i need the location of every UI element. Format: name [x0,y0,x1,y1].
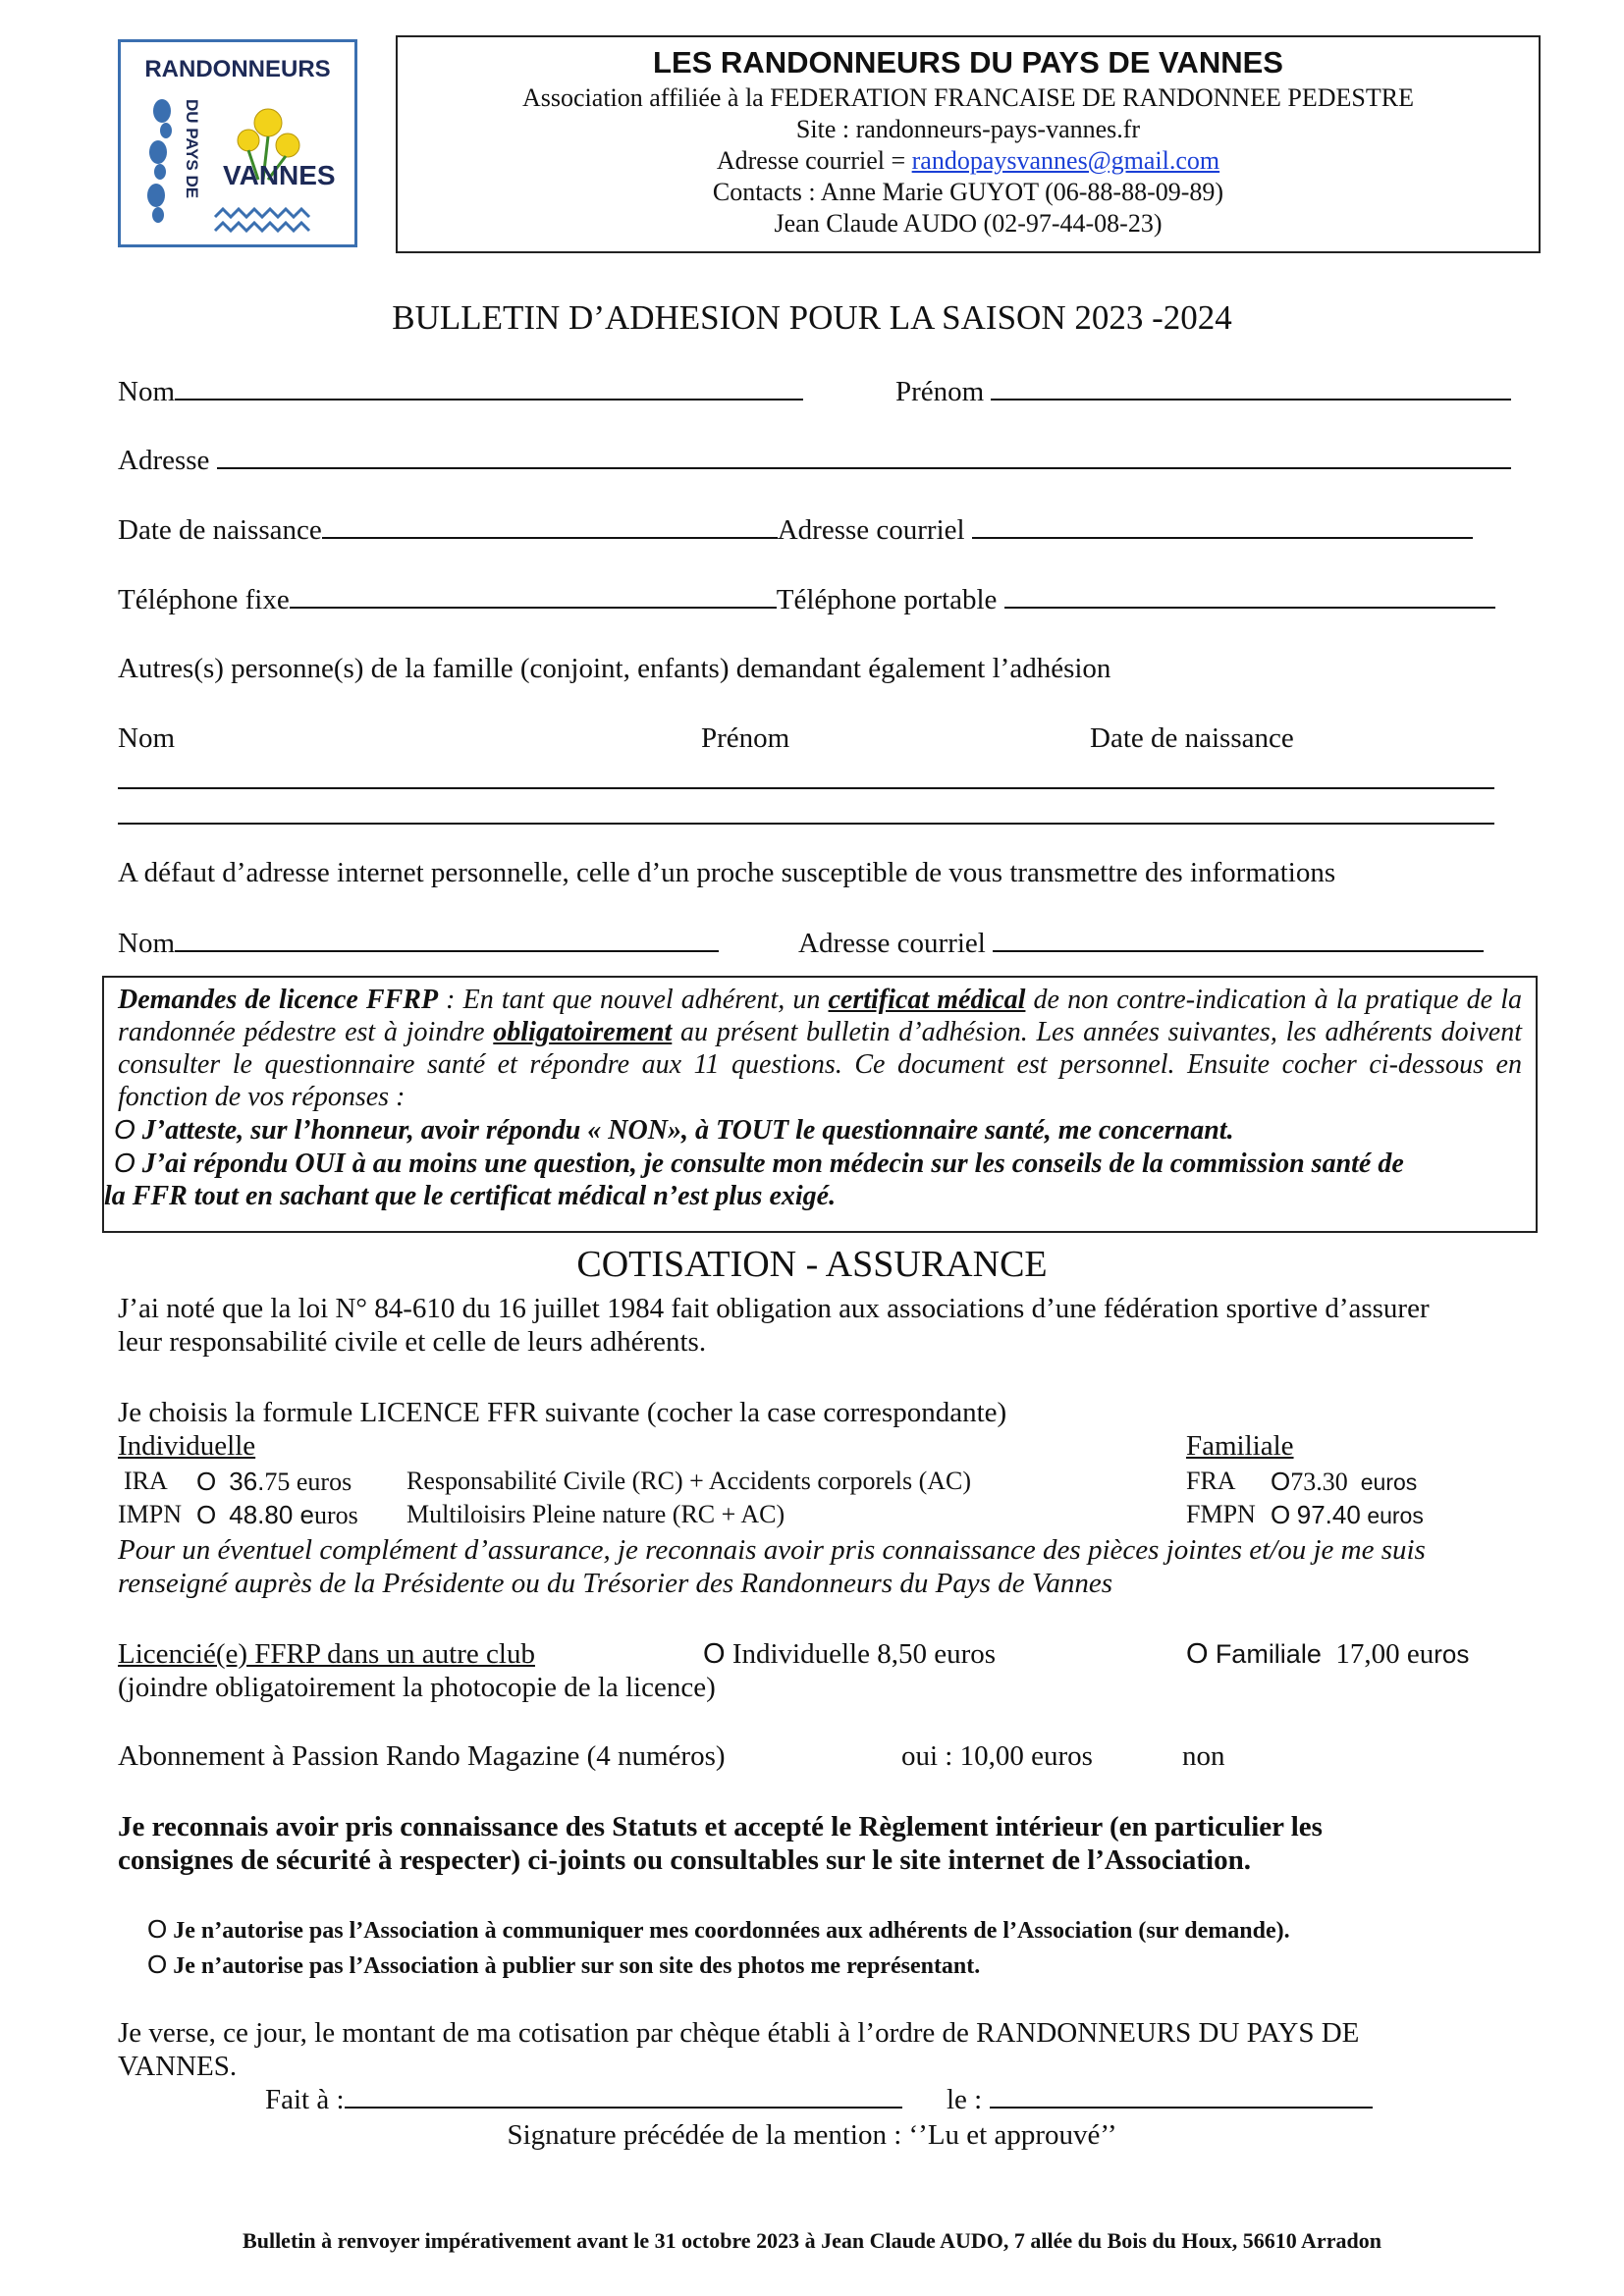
fait-label: Fait à : [265,2084,345,2115]
licence-lead: Demandes de licence FFRP [118,985,439,1015]
fmpn-price: 97.40 [1296,1500,1361,1529]
association-logo [118,39,357,247]
statuts-line-1: Je reconnais avoir pris connaissance des Statuts et accepté le Règlement intérieur (en particulier les [118,1811,1323,1842]
ira-price: 36. [229,1467,265,1496]
adresse-label: Adresse [118,445,210,476]
individuelle-heading: Individuelle [118,1430,256,1462]
family-line-2[interactable] [118,823,1494,825]
row-birth [118,513,1473,547]
row-proxy-nom [118,927,719,960]
nom-label: Nom [118,376,175,407]
le-label: le : [947,2084,983,2115]
family-col-date: Date de naissance [1090,722,1294,754]
health-option-non[interactable] [104,1113,1536,1147]
fait-input[interactable] [345,2107,902,2109]
email-field-label: Adresse courriel [777,514,965,546]
footer-note: Bulletin à renvoyer impérativement avant le 31 octobre 2023 à Jean Claude AUDO, 7 allée du Bois du Houx, 56610 Arradon [243,2228,1381,2253]
row-phone [118,583,1495,616]
phone-mobile-input[interactable] [1004,607,1495,609]
obligatoirement: obligatoirement [493,1017,673,1047]
radio-circle-icon[interactable]: O [114,1148,135,1178]
law-line-2: leur responsabilité civile et celle de leurs adhérents. [118,1326,707,1358]
licence-box [102,976,1538,1233]
prenom-input[interactable] [991,399,1511,400]
association-title: LES RANDONNEURS DU PAYS DE VANNES [653,45,1283,80]
other-club-label: Licencié(e) FFRP dans un autre club [118,1638,535,1670]
logo-text-side: DU PAYS DE [183,99,201,199]
affiliation-text: Association affiliée à la FEDERATION FRANCAISE DE RANDONNEE PEDESTRE [522,83,1414,112]
adresse-input[interactable] [217,467,1511,469]
logo-text-bottom: VANNES [223,160,336,190]
impn-code: IMPN [118,1500,183,1528]
payment-line-1: Je verse, ce jour, le montant de ma cotisation par chèque établi à l’ordre de RANDONNEURS DU PAYS DE [118,2017,1360,2049]
signature-note: Signature précédée de la mention : ‘’Lu et approuvé’’ [507,2119,1117,2151]
family-intro: Autres(s) personne(s) de la famille (conjoint, enfants) demandant également l’adhésion [118,653,1111,684]
row-fait [265,2083,902,2116]
date-input[interactable] [990,2107,1373,2109]
statuts-line-2: consignes de sécurité à respecter) ci-joints ou consultables sur le site internet de l’Association. [118,1844,1251,1876]
other-club-ind-label: Individuelle 8,50 euros [731,1638,997,1670]
radio-circle-icon[interactable]: O [147,1949,168,1979]
choose-formula: Je choisis la formule LICENCE FFR suivante (cocher la case correspondante) [118,1397,1007,1428]
fra-unit: euros [1360,1469,1418,1495]
familiale-heading: Familiale [1186,1430,1294,1462]
radio-circle-icon[interactable]: O [196,1467,217,1496]
radio-circle-icon[interactable]: O [703,1638,726,1670]
family-col-nom: Nom [118,722,175,754]
contact-line-2: Jean Claude AUDO (02-97-44-08-23) [774,209,1163,238]
payment-line-2: VANNES. [118,2051,238,2082]
cotisation-title: COTISATION - ASSURANCE [576,1244,1048,1285]
consent-label-1: Je n’autorise pas l’Association à communiquer mes coordonnées aux adhérents de l’Association (sur demande). [173,1918,1290,1944]
nom-input[interactable] [175,399,803,400]
licence-text [104,984,1536,1113]
birthdate-label: Date de naissance [118,514,322,546]
radio-circle-icon[interactable]: O [147,1914,168,1944]
health-option-oui-label-1: J’ai répondu OUI à au moins une question, je consulte mon médecin sur les conseils de la commission santé de [141,1148,1404,1179]
impn-desc: Multiloisirs Pleine nature (RC + AC) [406,1500,785,1528]
row-adresse [118,444,1511,477]
fra-option[interactable] [1271,1465,1417,1499]
email-label: Adresse courriel = [716,146,912,175]
birthdate-input[interactable] [322,537,778,539]
row-le [947,2083,1373,2116]
family-col-prenom: Prénom [701,722,790,754]
photocopy-note: (joindre obligatoirement la photocopie de la licence) [118,1672,716,1703]
complement-line-2: renseigné auprès de la Présidente ou du Trésorier des Randonneurs du Pays de Vannes [118,1568,1112,1599]
logo-text-top: RANDONNEURS [144,56,331,82]
fmpn-unit: euros [1367,1503,1424,1528]
prenom-label: Prénom [895,376,985,407]
family-line-1[interactable] [118,787,1494,789]
ira-code: IRA [124,1467,168,1495]
radio-circle-icon[interactable]: O [1271,1500,1291,1529]
radio-circle-icon[interactable]: O [1271,1467,1291,1496]
fmpn-option[interactable] [1271,1498,1424,1532]
row-name [118,375,803,408]
proxy-courriel-label: Adresse courriel [798,928,986,959]
email-line [398,145,1539,177]
proxy-intro: A défaut d’adresse internet personnelle, celle d’un proche susceptible de vous transmettre des informations [118,857,1336,888]
abonnement-label: Abonnement à Passion Rando Magazine (4 numéros) [118,1740,726,1772]
site-text: Site : randonneurs-pays-vannes.fr [795,115,1141,143]
contact-line-1: Contacts : Anne Marie GUYOT (06-88-88-09-89) [712,178,1224,206]
phone-mobile-label: Téléphone portable [776,584,998,615]
radio-circle-icon[interactable]: O [1186,1638,1209,1670]
licence-text-1: : En tant que nouvel adhérent, un [438,985,829,1015]
email-link[interactable]: randopaysvannes@gmail.com [911,146,1220,175]
proxy-courriel-input[interactable] [993,950,1484,952]
form-title: BULLETIN D’ADHESION POUR LA SAISON 2023 -2024 [392,298,1232,337]
radio-circle-icon[interactable]: O [114,1114,135,1145]
phone-fixe-label: Téléphone fixe [118,584,290,615]
consent-option-2[interactable] [147,1948,980,1983]
other-club-fam-unit: ros [1434,1639,1470,1669]
health-option-non-label: J’atteste, sur l’honneur, avoir répondu « NON», à TOUT le questionnaire santé, me concernant. [141,1115,1234,1146]
other-club-fam-label: Familiale [1215,1639,1322,1669]
complement-line-1: Pour un éventuel complément d’assurance, je reconnais avoir pris connaissance des pièces jointes et/ou je me suis [118,1534,1426,1566]
impn-option[interactable] [196,1498,358,1532]
row-proxy-courriel [798,927,1484,960]
radio-circle-icon[interactable]: O [196,1500,217,1529]
row-prenom [895,375,1511,408]
fra-price: 73.30 [1290,1468,1348,1496]
header-box [396,35,1541,253]
proxy-nom-input[interactable] [175,950,719,952]
email-field[interactable] [972,537,1473,539]
proxy-nom-label: Nom [118,928,175,959]
consent-label-2: Je n’autorise pas l’Association à publier sur son site des photos me représentant. [173,1953,981,1979]
phone-fixe-input[interactable] [290,607,777,609]
fra-code: FRA [1186,1467,1236,1495]
impn-unit: uros [313,1501,358,1529]
other-club-ind-option[interactable] [703,1637,996,1671]
health-option-oui[interactable] [104,1147,1536,1180]
other-club-fam-option[interactable] [1186,1637,1469,1671]
ira-desc: Responsabilité Civile (RC) + Accidents corporels (AC) [406,1467,972,1495]
abonnement-oui[interactable]: oui : 10,00 euros [901,1740,1093,1772]
ira-price-rest: 75 euros [264,1468,352,1496]
fmpn-code: FMPN [1186,1500,1256,1528]
ira-option[interactable] [196,1465,352,1499]
abonnement-non[interactable]: non [1182,1740,1225,1772]
licence-text-2: de non contre-indication à la pratique de la randonnée pédestre est à joindre [118,985,1522,1047]
other-club-fam-price: 17,00 eu [1335,1638,1435,1670]
consent-option-1[interactable] [147,1912,1290,1948]
certificat-medical: certificat médical [828,985,1026,1015]
impn-price: 48.80 e [229,1500,314,1529]
law-line-1: J’ai noté que la loi N° 84-610 du 16 juillet 1984 fait obligation aux associations d’une fédération sportive d’assurer [118,1293,1430,1324]
licence-text-3: au présent bulletin d’adhésion. Les années suivantes, les adhérents doivent consulter le questionnaire santé et répondre aux 11 questions. Ce document est personnel. Ensuite cocher ci-dessous en fonction de vos réponses : [118,1017,1523,1112]
health-option-oui-label-2: la FFR tout en sachant que le certificat médical n’est plus exigé. [104,1181,837,1211]
logo-graphic-icon [121,42,354,244]
